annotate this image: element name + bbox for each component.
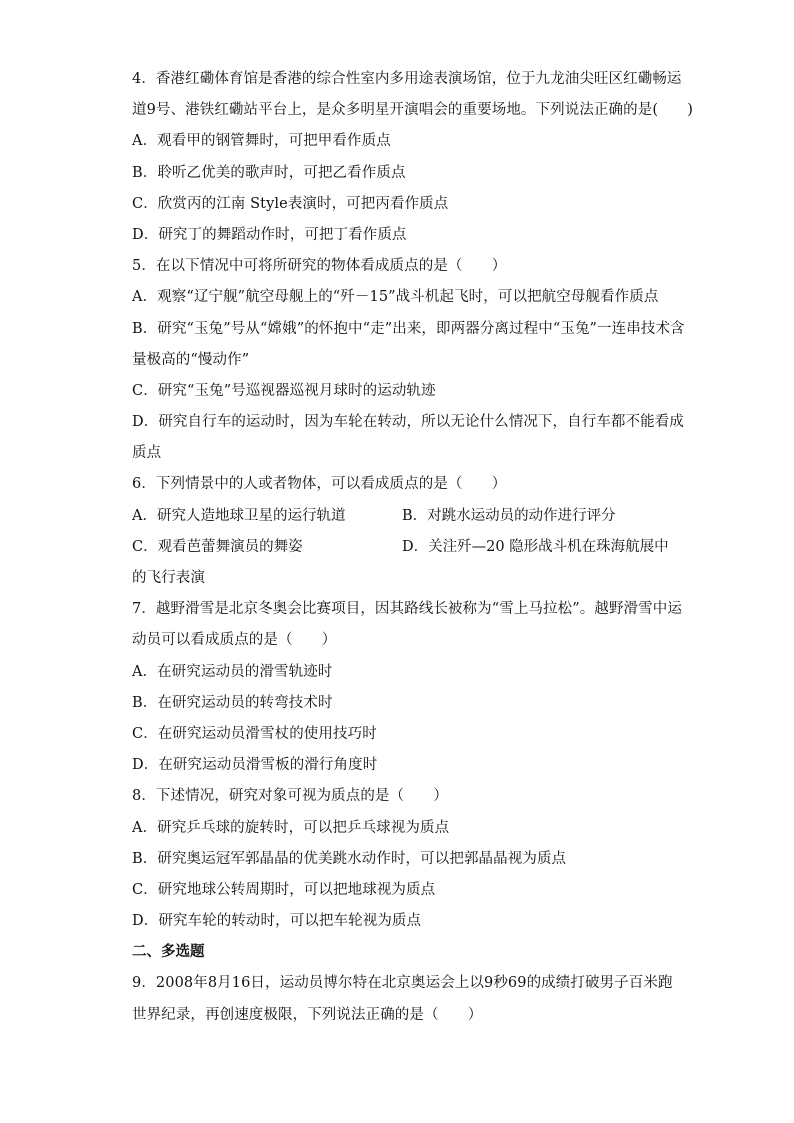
q7-stem-line2: 动员可以看成质点的是（ ）: [132, 632, 337, 649]
q6-option-d-line1: D．关注歼—20 隐形战斗机在珠海航展中: [402, 538, 669, 555]
q4-option-d: D．研究丁的舞蹈动作时，可把丁看作质点: [132, 226, 407, 243]
q8-option-d: D．研究车轮的转动时，可以把车轮视为质点: [132, 913, 422, 930]
q6-options-row2: [132, 532, 672, 563]
q6-stem: 6．下列情景中的人或者物体，可以看成质点的是（ ）: [132, 476, 507, 493]
q7-option-b: B．在研究运动员的转弯技术时: [132, 694, 333, 711]
q4-option-c: C．欣赏丙的江南 Style表演时，可把丙看作质点: [132, 195, 449, 212]
q5-option-a: A．观察“辽宁舰”航空母舰上的“歼－15”战斗机起飞时，可以把航空母舰看作质点: [132, 289, 659, 306]
q4-stem-line1: 4．香港红磡体育馆是香港的综合性室内多用途表演场馆，位于九龙油尖旺区红磡畅运: [132, 71, 682, 87]
q6-option-d-line2: 的飞行表演: [132, 570, 205, 586]
q5-option-d-line1: D．研究自行车的运动时，因为车轮在转动，所以无论什么情况下，自行车都不能看成: [132, 414, 684, 431]
q5-option-b-line1: B．研究“玉兔”号从“嫦娥”的怀抱中“走”出来，即两器分离过程中“玉兔”一连串技术含: [132, 320, 685, 337]
q9-stem-line2: 世界纪录，再创速度极限，下列说法正确的是（ ）: [132, 1006, 483, 1023]
q6-options-row1: [132, 501, 672, 532]
q8-option-a: A．研究乒乓球的旋转时，可以把乒乓球视为质点: [132, 819, 450, 836]
q7-stem-line1: 7．越野滑雪是北京冬奥会比赛项目，因其路线长被称为“雪上马拉松”。越野滑雪中运: [132, 601, 682, 618]
q7-option-c: C．在研究运动员滑雪杖的使用技巧时: [132, 725, 377, 742]
q7-option-d: D．在研究运动员滑雪板的滑行角度时: [132, 757, 378, 774]
q5-option-d-line2: 质点: [132, 445, 162, 462]
q5-option-b-line2: 量极高的“慢动作”: [132, 351, 250, 368]
q4-option-b: B．聆听乙优美的歌声时，可把乙看作质点: [132, 164, 406, 181]
q6-option-a: A．研究人造地球卫星的运行轨道: [132, 507, 346, 524]
q6-option-b: B．对跳水运动员的动作进行评分: [402, 507, 616, 524]
q8-option-b: B．研究奥运冠军郭晶晶的优美跳水动作时，可以把郭晶晶视为质点: [132, 850, 567, 867]
q4-option-a: A．观看甲的钢管舞时，可把甲看作质点: [132, 133, 391, 150]
section-title-multiple-choice: 二、多选题: [132, 944, 205, 961]
q8-stem: 8．下述情况，研究对象可视为质点的是（ ）: [132, 788, 448, 805]
q9-stem-line1: 9．2008年8月16日，运动员博尔特在北京奥运会上以9秒69的成绩打破男子百米跑: [132, 975, 673, 992]
q5-stem: 5．在以下情况中可将所研究的物体看成质点的是（ ）: [132, 258, 507, 275]
q5-option-c: C．研究“玉兔”号巡视器巡视月球时的运动轨迹: [132, 382, 436, 399]
q6-option-c: C．观看芭蕾舞演员的舞姿: [132, 538, 303, 555]
q8-option-c: C．研究地球公转周期时，可以把地球视为质点: [132, 881, 436, 898]
question-content: [132, 64, 694, 1031]
q4-stem-line2: 道9号、港铁红磡站平台上，是众多明星开演唱会的重要场地。下列说法正确的是( ): [132, 102, 694, 119]
q7-option-a: A．在研究运动员的滑雪轨迹时: [132, 663, 333, 680]
